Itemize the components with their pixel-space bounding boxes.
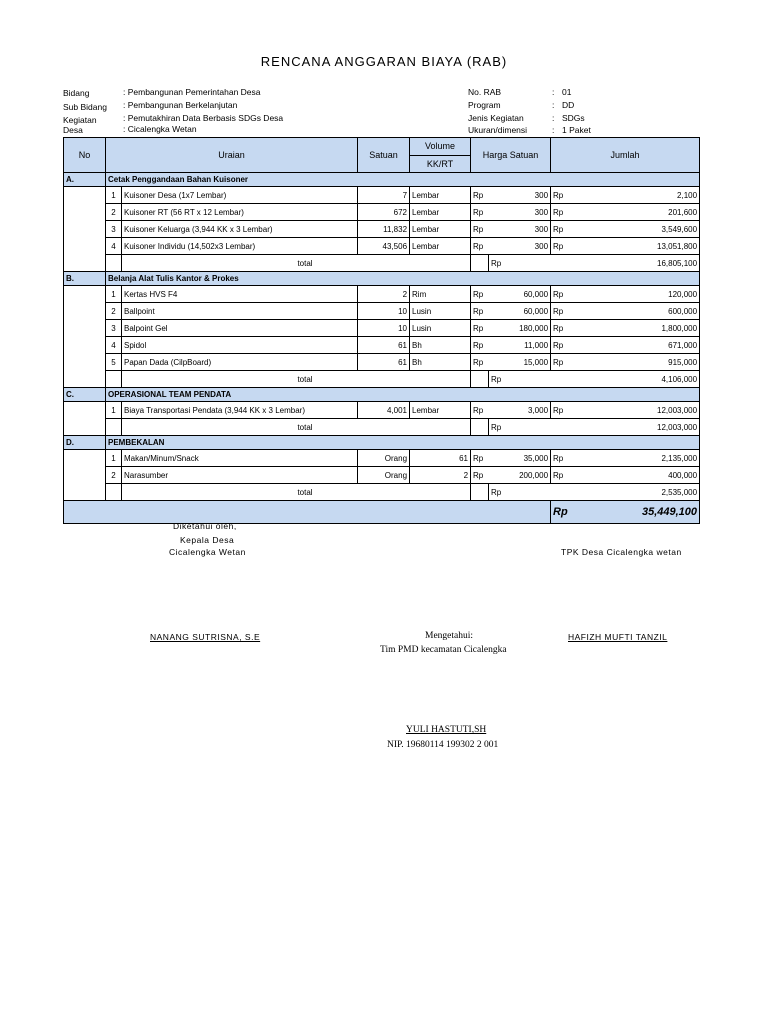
- section-row: [64, 272, 700, 286]
- total-label: total: [122, 419, 471, 436]
- row-rp: Rp: [551, 303, 569, 320]
- row-harga: 60,000: [489, 303, 551, 320]
- row-uraian: Papan Dada (CilpBoard): [122, 354, 358, 371]
- total-row: [64, 419, 700, 436]
- row-qty: 4,001: [358, 402, 410, 419]
- total-value: 2,535,000: [569, 484, 700, 501]
- info-value: DD: [562, 100, 575, 110]
- row-rp: Rp: [551, 450, 569, 467]
- total-label: total: [122, 255, 471, 272]
- row-jumlah: 2,100: [569, 187, 700, 204]
- row-unit: 2: [410, 467, 471, 484]
- row-gutter: [64, 286, 106, 388]
- table-row: [64, 467, 700, 484]
- info-value: 01: [562, 87, 572, 97]
- total-value: 16,805,100: [569, 255, 700, 272]
- row-uraian: Balpoint Gel: [122, 320, 358, 337]
- row-qty: 672: [358, 204, 410, 221]
- header-volume: Volume: [410, 138, 471, 156]
- table-row: [64, 238, 700, 255]
- row-unit: Lusin: [410, 320, 471, 337]
- total-rp: Rp: [489, 484, 569, 501]
- section-row: [64, 436, 700, 450]
- row-no: 1: [106, 450, 122, 467]
- row-qty: 10: [358, 303, 410, 320]
- row-qty: Orang: [358, 450, 410, 467]
- info-label: No. RAB: [468, 87, 502, 97]
- info-value: 1 Paket: [562, 125, 591, 135]
- row-rp: Rp: [471, 286, 489, 303]
- total-row: [64, 255, 700, 272]
- total-rp: Rp: [489, 255, 569, 272]
- total-spacer: [471, 371, 489, 388]
- table-row: [64, 303, 700, 320]
- row-unit: Bh: [410, 337, 471, 354]
- table-row: [64, 450, 700, 467]
- row-qty: Orang: [358, 467, 410, 484]
- row-rp: Rp: [471, 187, 489, 204]
- row-no: 2: [106, 204, 122, 221]
- row-harga: 60,000: [489, 286, 551, 303]
- section-row: [64, 173, 700, 187]
- total-value: 12,003,000: [569, 419, 700, 436]
- total-spacer: [106, 419, 122, 436]
- total-spacer: [471, 255, 489, 272]
- row-uraian: Kuisoner RT (56 RT x 12 Lembar): [122, 204, 358, 221]
- row-uraian: Biaya Transportasi Pendata (3,944 KK x 3 Lembar): [122, 402, 358, 419]
- row-uraian: Kertas HVS F4: [122, 286, 358, 303]
- sig-right-name: HAFIZH MUFTI TANZIL: [568, 632, 668, 642]
- row-qty: 11,832: [358, 221, 410, 238]
- info-value: : Pembangunan Berkelanjutan: [123, 100, 238, 110]
- row-harga: 300: [489, 204, 551, 221]
- row-harga: 35,000: [489, 450, 551, 467]
- row-unit: Rim: [410, 286, 471, 303]
- sig-right-line1: TPK Desa Cicalengka wetan: [561, 547, 682, 557]
- row-jumlah: 1,800,000: [569, 320, 700, 337]
- info-value: : Pemutakhiran Data Berbasis SDGs Desa: [123, 113, 284, 123]
- info-value: : Cicalengka Wetan: [123, 124, 197, 134]
- row-unit: Lembar: [410, 238, 471, 255]
- sig-left-line3: Cicalengka Wetan: [169, 547, 246, 557]
- info-label: Sub Bidang: [63, 102, 107, 112]
- table-header-row: [64, 138, 700, 156]
- row-no: 4: [106, 337, 122, 354]
- info-sep: :: [552, 125, 555, 135]
- row-jumlah: 3,549,600: [569, 221, 700, 238]
- row-rp: Rp: [551, 286, 569, 303]
- header-harga: Harga Satuan: [471, 138, 551, 173]
- row-rp: Rp: [551, 402, 569, 419]
- row-rp: Rp: [551, 221, 569, 238]
- section-code: B.: [64, 272, 106, 286]
- row-uraian: Kuisoner Keluarga (3,944 KK x 3 Lembar): [122, 221, 358, 238]
- total-spacer: [471, 484, 489, 501]
- sig-mid-name: YULI HASTUTI,SH: [406, 725, 487, 735]
- grand-total-value: 35,449,100: [569, 501, 700, 524]
- row-qty: 61: [358, 337, 410, 354]
- total-value: 4,106,000: [569, 371, 700, 388]
- row-no: 3: [106, 221, 122, 238]
- row-jumlah: 400,000: [569, 467, 700, 484]
- info-label: Ukuran/dimensi: [468, 125, 528, 135]
- row-unit: Lusin: [410, 303, 471, 320]
- section-code: C.: [64, 388, 106, 402]
- row-uraian: Ballpoint: [122, 303, 358, 320]
- sig-left-name: NANANG SUTRISNA, S.E: [150, 632, 261, 642]
- sig-mid-nip: NIP. 19680114 199302 2 001: [387, 740, 499, 750]
- row-harga: 180,000: [489, 320, 551, 337]
- row-rp: Rp: [471, 303, 489, 320]
- row-unit: Lembar: [410, 221, 471, 238]
- total-row: [64, 484, 700, 501]
- row-harga: 200,000: [489, 467, 551, 484]
- section-row: [64, 388, 700, 402]
- section-name: Cetak Penggandaan Bahan Kuisoner: [106, 173, 700, 187]
- row-no: 1: [106, 187, 122, 204]
- row-harga: 11,000: [489, 337, 551, 354]
- row-rp: Rp: [551, 238, 569, 255]
- row-qty: 61: [358, 354, 410, 371]
- row-rp: Rp: [471, 402, 489, 419]
- row-uraian: Kuisoner Individu (14,502x3 Lembar): [122, 238, 358, 255]
- total-spacer: [471, 419, 489, 436]
- sig-mid-line1: Mengetahui:: [425, 631, 474, 641]
- row-rp: Rp: [471, 221, 489, 238]
- row-no: 1: [106, 402, 122, 419]
- row-jumlah: 915,000: [569, 354, 700, 371]
- table-row: [64, 204, 700, 221]
- section-name: OPERASIONAL TEAM PENDATA: [106, 388, 700, 402]
- row-rp: Rp: [551, 320, 569, 337]
- row-jumlah: 2,135,000: [569, 450, 700, 467]
- header-jumlah: Jumlah: [551, 138, 700, 173]
- row-uraian: Narasumber: [122, 467, 358, 484]
- info-label: Bidang: [63, 88, 90, 98]
- info-value: SDGs: [562, 113, 585, 123]
- row-no: 2: [106, 303, 122, 320]
- info-value: : Pembangunan Pemerintahan Desa: [123, 87, 261, 97]
- row-rp: Rp: [551, 187, 569, 204]
- row-rp: Rp: [551, 337, 569, 354]
- total-spacer: [106, 371, 122, 388]
- row-gutter: [64, 402, 106, 436]
- table-row: [64, 286, 700, 303]
- total-label: total: [122, 484, 471, 501]
- row-harga: 300: [489, 187, 551, 204]
- info-sep: :: [552, 113, 555, 123]
- section-name: Belanja Alat Tulis Kantor & Prokes: [106, 272, 700, 286]
- grand-total-spacer: [64, 501, 551, 524]
- row-rp: Rp: [471, 450, 489, 467]
- row-qty: 43,506: [358, 238, 410, 255]
- row-uraian: Kuisoner Desa (1x7 Lembar): [122, 187, 358, 204]
- row-rp: Rp: [551, 467, 569, 484]
- row-jumlah: 13,051,800: [569, 238, 700, 255]
- row-unit: Lembar: [410, 402, 471, 419]
- row-jumlah: 671,000: [569, 337, 700, 354]
- info-sep: :: [552, 87, 555, 97]
- row-gutter: [64, 450, 106, 501]
- grand-total-row: [64, 501, 700, 524]
- row-no: 2: [106, 467, 122, 484]
- total-label: total: [122, 371, 471, 388]
- table-row: [64, 221, 700, 238]
- row-jumlah: 12,003,000: [569, 402, 700, 419]
- row-harga: 300: [489, 238, 551, 255]
- header-no: No: [64, 138, 106, 173]
- info-label: Jenis Kegiatan: [468, 113, 524, 123]
- row-rp: Rp: [471, 354, 489, 371]
- section-name: PEMBEKALAN: [106, 436, 700, 450]
- row-no: 4: [106, 238, 122, 255]
- sig-left-line1: Diketahui oleh,: [173, 521, 237, 531]
- row-uraian: Makan/Minum/Snack: [122, 450, 358, 467]
- row-no: 1: [106, 286, 122, 303]
- row-unit: Lembar: [410, 204, 471, 221]
- table-row: [64, 187, 700, 204]
- row-qty: 7: [358, 187, 410, 204]
- rab-table: [63, 137, 700, 524]
- table-row: [64, 402, 700, 419]
- sig-left-line2: Kepala Desa: [180, 535, 235, 545]
- page-title: RENCANA ANGGARAN BIAYA (RAB): [260, 54, 508, 69]
- row-rp: Rp: [471, 204, 489, 221]
- row-rp: Rp: [471, 467, 489, 484]
- total-rp: Rp: [489, 371, 569, 388]
- section-code: A.: [64, 173, 106, 187]
- total-row: [64, 371, 700, 388]
- row-harga: 300: [489, 221, 551, 238]
- row-qty: 2: [358, 286, 410, 303]
- row-rp: Rp: [551, 354, 569, 371]
- row-unit: 61: [410, 450, 471, 467]
- row-harga: 15,000: [489, 354, 551, 371]
- row-rp: Rp: [471, 337, 489, 354]
- row-no: 5: [106, 354, 122, 371]
- row-uraian: Spidol: [122, 337, 358, 354]
- header-uraian: Uraian: [106, 138, 358, 173]
- row-qty: 10: [358, 320, 410, 337]
- row-harga: 3,000: [489, 402, 551, 419]
- info-label: Program: [468, 100, 501, 110]
- row-rp: Rp: [551, 204, 569, 221]
- info-sep: :: [552, 100, 555, 110]
- info-label: Desa: [63, 125, 83, 135]
- row-jumlah: 120,000: [569, 286, 700, 303]
- info-label: Kegiatan: [63, 115, 97, 125]
- table-row: [64, 337, 700, 354]
- section-code: D.: [64, 436, 106, 450]
- total-rp: Rp: [489, 419, 569, 436]
- total-spacer: [106, 484, 122, 501]
- row-unit: Lembar: [410, 187, 471, 204]
- row-unit: Bh: [410, 354, 471, 371]
- table-row: [64, 320, 700, 337]
- header-satuan: Satuan: [358, 138, 410, 173]
- row-rp: Rp: [471, 238, 489, 255]
- header-kkrt: KK/RT: [410, 155, 471, 173]
- table-row: [64, 354, 700, 371]
- sig-mid-line2: Tim PMD kecamatan Cicalengka: [380, 645, 507, 655]
- total-spacer: [106, 255, 122, 272]
- row-no: 3: [106, 320, 122, 337]
- row-jumlah: 201,600: [569, 204, 700, 221]
- row-rp: Rp: [471, 320, 489, 337]
- row-gutter: [64, 187, 106, 272]
- row-jumlah: 600,000: [569, 303, 700, 320]
- grand-total-rp: Rp: [551, 501, 569, 524]
